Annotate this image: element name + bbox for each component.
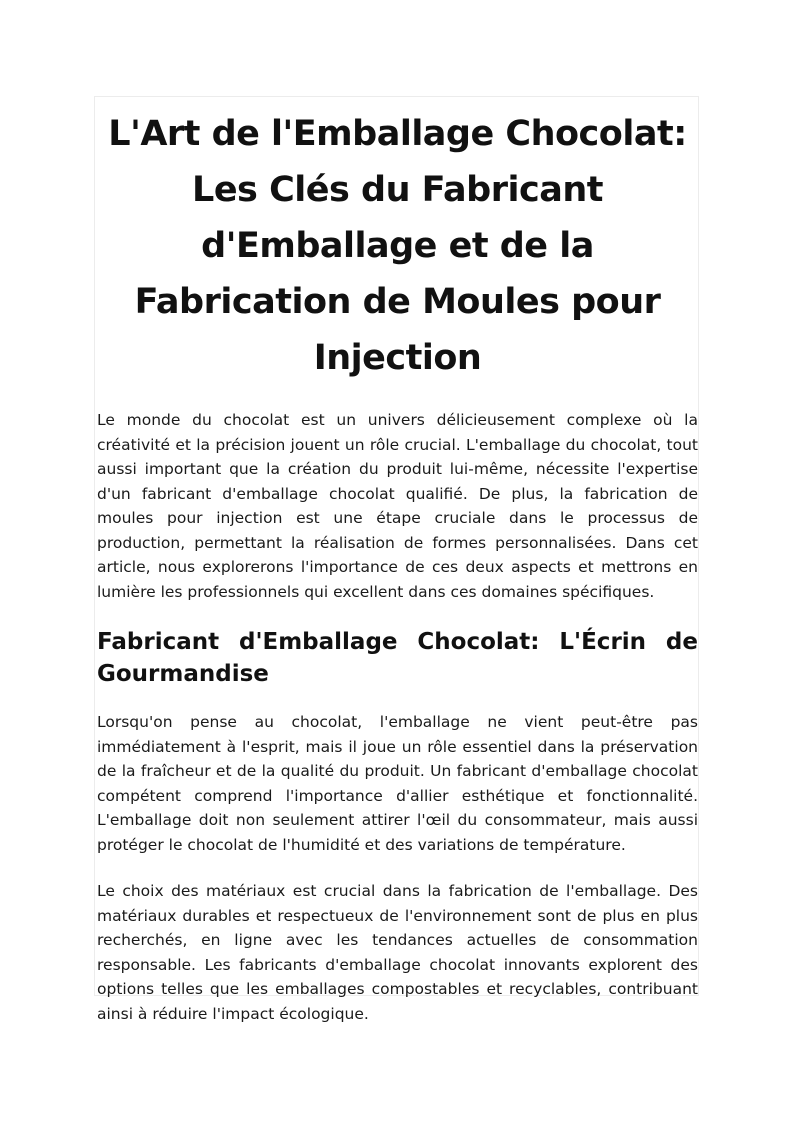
document-title: L'Art de l'Emballage Chocolat: Les Clés du Fabricant d'Emballage et de la Fabrication de Moules pour Injection [108,114,687,378]
section-heading: Fabricant d'Emballage Chocolat: L'Écrin de Gourmandise [97,629,698,687]
section-paragraph-2: Le choix des matériaux est crucial dans la fabrication de l'emballage. Des matériaux durables et respectueux de l'environnement sont de plus en plus recherchés, en ligne avec les tendances actuelles de consommation responsable. Les fabricants d'emballage chocolat innovants explorent des options telles que les emballages compostables et recyclables, contribuant ainsi à réduire l'impact écologique. [97,882,698,1023]
intro-paragraph: Le monde du chocolat est un univers délicieusement complexe où la créativité et la précision jouent un rôle crucial. L'emballage du chocolat, tout aussi important que la création du produit lui-même, nécessite l'expertise d'un fabricant d'emballage chocolat qualifié. De plus, la fabrication de moules pour injection est une étape cruciale dans le processus de production, permettant la réalisation de formes personnalisées. Dans cet article, nous explorerons l'importance de ces deux aspects et mettrons en lumière les professionnels qui excellent dans ces domaines spécifiques. [97,411,698,601]
section-paragraph-1: Lorsqu'on pense au chocolat, l'emballage ne vient peut-être pas immédiatement à l'esprit, mais il joue un rôle essentiel dans la préservation de la fraîcheur et de la qualité du produit. Un fabricant d'emballage chocolat compétent comprend l'importance d'allier esthétique et fonctionnalité. L'emballage doit non seulement attirer l'œil du consommateur, mais aussi protéger le chocolat de l'humidité et des variations de température. [97,713,698,854]
document-content [97,106,698,1026]
